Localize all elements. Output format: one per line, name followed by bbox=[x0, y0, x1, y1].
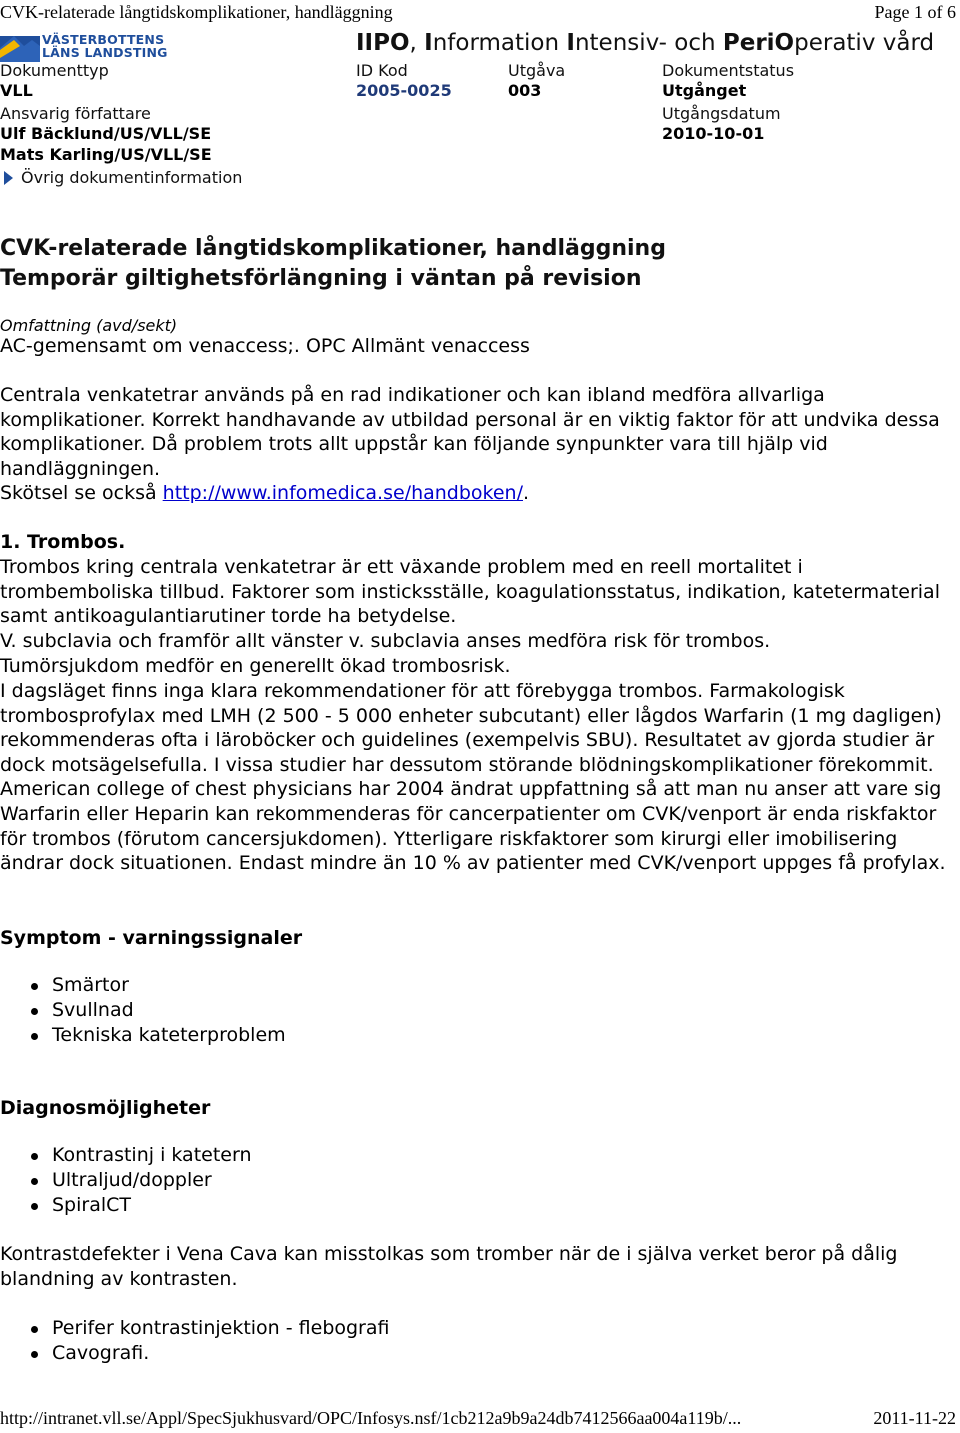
logo-mark-icon bbox=[0, 32, 40, 62]
id-label: ID Kod bbox=[356, 61, 408, 80]
diagnosis-heading: Diagnosmöjligheter bbox=[0, 1097, 211, 1119]
document-title-line-2: Temporär giltighetsförlängning i väntan på revision bbox=[0, 266, 642, 291]
author-2: Mats Karling/US/VLL/SE bbox=[0, 145, 212, 164]
status-label: Dokumentstatus bbox=[662, 61, 795, 80]
list-item: Smärtor bbox=[0, 973, 286, 998]
author-label: Ansvarig författare bbox=[0, 104, 151, 123]
doc-type-value: VLL bbox=[0, 81, 33, 100]
intro-paragraph: Centrala venkatetrar används på en rad indikationer och kan ibland medföra allvarliga komplikationer. Korrekt handhavande av utbildad personal är en viktig faktor för att undvika dessa komplikationer. Då problem trots allt uppstår kan följande synpunkter vara till hjälp vid handläggningen. bbox=[0, 384, 940, 480]
print-footer-date: 2011-11-22 bbox=[873, 1408, 956, 1428]
expiry-label: Utgångsdatum bbox=[662, 104, 781, 123]
bullet-icon bbox=[31, 1351, 38, 1358]
contrast-note: Kontrastdefekter i Vena Cava kan misstolkas som tromber när de i själva verket beror på dålig blandning av kontrasten. bbox=[0, 1243, 898, 1290]
other-info-label: Övrig dokumentinformation bbox=[21, 168, 243, 187]
list-item: Svullnad bbox=[0, 998, 286, 1023]
bullet-icon bbox=[31, 1326, 38, 1333]
print-header-page: Page 1 of 6 bbox=[874, 2, 956, 22]
list-item: Ultraljud/doppler bbox=[0, 1168, 252, 1193]
list-item: Perifer kontrastinjektion - flebografi bbox=[0, 1316, 389, 1341]
status-value: Utgånget bbox=[662, 81, 747, 100]
system-title: IIPO, Information Intensiv- och PeriOperativ vård bbox=[356, 30, 935, 56]
bullet-icon bbox=[31, 1178, 38, 1185]
care-reference: Skötsel se också http://www.infomedica.se/handboken/. bbox=[0, 482, 530, 504]
scope-value: AC-gemensamt om venaccess;. OPC Allmänt venaccess bbox=[0, 335, 530, 357]
expand-arrow-icon bbox=[4, 171, 13, 185]
logo-line-2: LÄNS LANDSTING bbox=[42, 45, 168, 60]
print-footer-url: http://intranet.vll.se/Appl/SpecSjukhusvard/OPC/Infosys.nsf/1cb212a9b9a24db7412566aa004a119b/... bbox=[0, 1408, 742, 1428]
bullet-icon bbox=[31, 1033, 38, 1040]
edition-label: Utgåva bbox=[508, 61, 566, 80]
document-title bbox=[0, 234, 666, 294]
print-header-title: CVK-relaterade långtidskomplikationer, handläggning bbox=[0, 2, 393, 22]
list-item: Cavografi. bbox=[0, 1341, 389, 1366]
list-item: Tekniska kateterproblem bbox=[0, 1023, 286, 1048]
bullet-icon bbox=[31, 983, 38, 990]
section-trombos-heading: 1. Trombos. bbox=[0, 531, 126, 553]
expiry-value: 2010-10-01 bbox=[662, 124, 765, 143]
author-1: Ulf Bäcklund/US/VLL/SE bbox=[0, 124, 212, 143]
section-trombos-text: Trombos kring centrala venkatetrar är ett växande problem med en reell mortalitet i trombemboliska tillbud. Faktorer som insticksställe, koagulationsstatus, indikation, katetermaterial samt antikoagulantiarutiner torde ha betydelse. bbox=[0, 556, 940, 628]
logo-line-1: VÄSTERBOTTENS bbox=[42, 32, 165, 47]
id-value: 2005-0025 bbox=[356, 81, 452, 100]
symptom-heading: Symptom - varningssignaler bbox=[0, 927, 303, 949]
list-item: Kontrastinj i katetern bbox=[0, 1143, 252, 1168]
bullet-icon bbox=[31, 1153, 38, 1160]
other-info-toggle[interactable] bbox=[0, 168, 242, 187]
contrast-method-list bbox=[0, 1316, 389, 1366]
handbook-link[interactable]: http://www.infomedica.se/handboken/ bbox=[162, 482, 523, 504]
doc-type-label: Dokumenttyp bbox=[0, 61, 109, 80]
edition-value: 003 bbox=[508, 81, 542, 100]
scope-label: Omfattning (avd/sekt) bbox=[0, 316, 178, 335]
diagnosis-list bbox=[0, 1143, 252, 1218]
section-trombos-recommendation: I dagsläget finns inga klara rekommendationer för att förebygga trombos. Farmakologisk trombosprofylax med LMH (2 500 - 5 000 enheter subcutant) eller lågdos Warfarin (1 mg dagligen) rekommenderas ofta i läroböcker och guidelines (exempelvis SBU). Resultatet av gjorda studier är dock motsägelsefulla. I vissa studier har dessutom störande blödningskomplikationer förekommit. American college of chest physicians har 2004 ändrat uppfattning så att man nu anser att vare sig Warfarin eller Heparin kan rekommenderas för cancerpatienter om CVK/venport är enda riskfaktor för trombos (förutom cancersjukdomen). Ytterligare riskfaktorer som kirurgi eller imobilisering ändrar dock situationen. Endast mindre än 10 % av patienter med CVK/venport uppges få profylax. bbox=[0, 680, 946, 875]
bullet-icon bbox=[31, 1203, 38, 1210]
document-title-line-1: CVK-relaterade långtidskomplikationer, handläggning bbox=[0, 236, 666, 261]
bullet-icon bbox=[31, 1008, 38, 1015]
list-item: SpiralCT bbox=[0, 1193, 252, 1218]
section-trombos-line-a: V. subclavia och framför allt vänster v. subclavia anses medföra risk för trombos. bbox=[0, 630, 771, 652]
section-trombos-line-b: Tumörsjukdom medför en generellt ökad trombosrisk. bbox=[0, 655, 511, 677]
symptom-list bbox=[0, 973, 286, 1048]
